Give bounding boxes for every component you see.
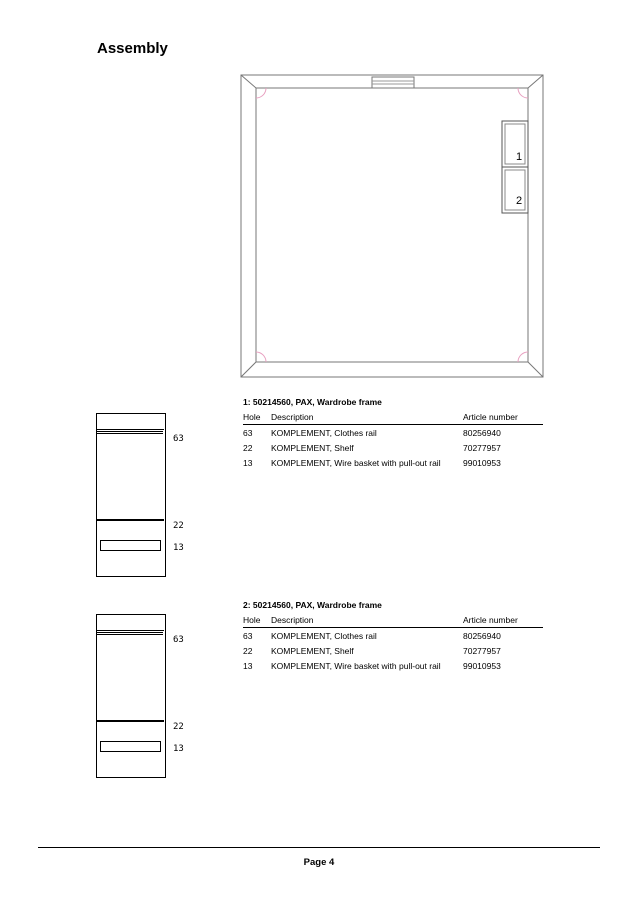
parts-table: [243, 412, 543, 470]
frame-label-1: 1: [516, 151, 523, 163]
wardrobe-elevation: [96, 413, 166, 577]
cell-description: KOMPLEMENT, Shelf: [271, 646, 354, 656]
corner-marker: [518, 352, 528, 362]
hole-label: 13: [173, 543, 184, 553]
parts-table: [243, 615, 543, 673]
clothes-rail: [97, 431, 163, 434]
cell-description: KOMPLEMENT, Clothes rail: [271, 428, 377, 438]
hole-label: 22: [173, 521, 184, 531]
table-row: [243, 425, 543, 441]
room-floor-plan: [240, 74, 546, 380]
header-hole: Hole: [243, 412, 271, 425]
window-opening: [372, 77, 414, 88]
cell-description: KOMPLEMENT, Wire basket with pull-out rail: [271, 458, 441, 468]
section-title: 1: 50214560, PAX, Wardrobe frame: [243, 397, 382, 407]
shelf: [96, 519, 164, 521]
wardrobe-frame-1: [502, 121, 528, 167]
hole-label: 63: [173, 434, 184, 444]
cell-hole: 22: [243, 646, 253, 656]
wire-basket: [100, 741, 161, 752]
shelf: [96, 720, 164, 722]
cell-hole: 13: [243, 661, 253, 671]
header-article: Article number: [463, 615, 543, 628]
cell-hole: 13: [243, 458, 253, 468]
cell-article: 80256940: [463, 428, 501, 438]
table-header-row: [243, 412, 543, 425]
wardrobe-elevation: [96, 614, 166, 778]
cell-description: KOMPLEMENT, Wire basket with pull-out rail: [271, 661, 441, 671]
cell-article: 70277957: [463, 443, 501, 453]
header-description: Description: [271, 615, 463, 628]
page-title: Assembly: [97, 40, 168, 57]
clothes-rail: [97, 632, 163, 635]
frame-label-2: 2: [516, 195, 523, 207]
section-1: [243, 397, 543, 470]
table-row: [243, 440, 543, 455]
corner-marker: [256, 352, 266, 362]
hole-label: 22: [173, 722, 184, 732]
table-header-row: [243, 615, 543, 628]
header-hole: Hole: [243, 615, 271, 628]
cell-hole: 63: [243, 631, 253, 641]
cell-description: KOMPLEMENT, Clothes rail: [271, 631, 377, 641]
corner-marker: [256, 88, 266, 98]
page-number: Page 4: [303, 857, 335, 868]
cell-description: KOMPLEMENT, Shelf: [271, 443, 354, 453]
wardrobe-frame-2: [502, 167, 528, 213]
section-2: [243, 600, 543, 673]
wire-basket: [100, 540, 161, 551]
cell-hole: 22: [243, 443, 253, 453]
table-row: [243, 455, 543, 470]
corner-marker: [518, 88, 528, 98]
cell-article: 80256940: [463, 631, 501, 641]
header-description: Description: [271, 412, 463, 425]
hole-label: 63: [173, 635, 184, 645]
cell-article: 99010953: [463, 661, 501, 671]
section-title: 2: 50214560, PAX, Wardrobe frame: [243, 600, 382, 610]
table-row: [243, 628, 543, 644]
footer-divider: [38, 847, 600, 848]
table-row: [243, 658, 543, 673]
hole-label: 13: [173, 744, 184, 754]
cell-hole: 63: [243, 428, 253, 438]
header-article: Article number: [463, 412, 543, 425]
table-row: [243, 643, 543, 658]
cell-article: 70277957: [463, 646, 501, 656]
cell-article: 99010953: [463, 458, 501, 468]
